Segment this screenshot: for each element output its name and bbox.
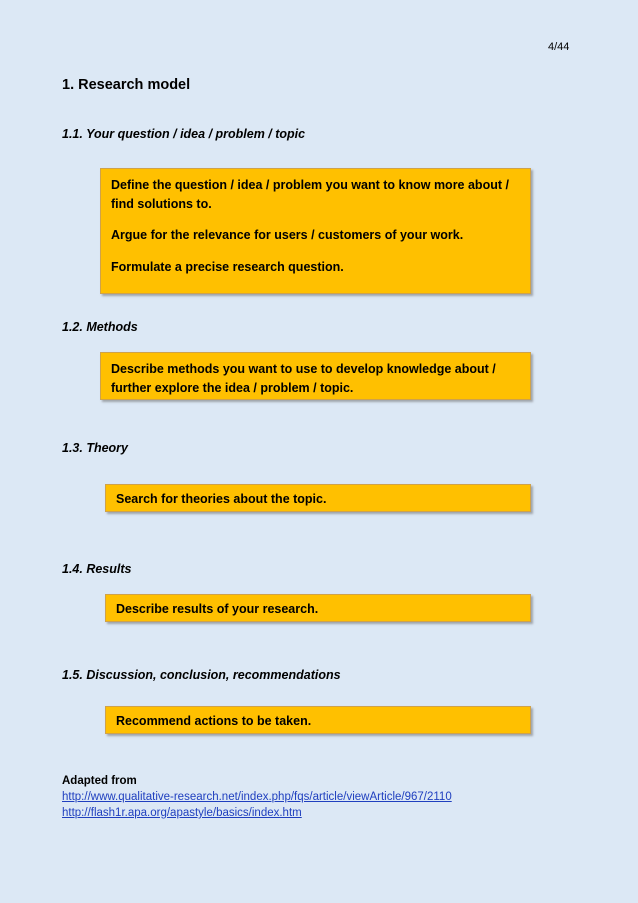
- callout-box-results: [105, 594, 531, 622]
- callout-text: Describe results of your research.: [116, 602, 319, 616]
- section-title-results: 1.4. Results: [62, 562, 132, 576]
- section-title-theory: 1.3. Theory: [62, 441, 128, 455]
- callout-text: Define the question / idea / problem you want to know more about / find solutions to.: [111, 178, 509, 211]
- callout-box-discussion: [105, 706, 531, 734]
- source-link-qualitative-research[interactable]: http://www.qualitative-research.net/index.php/fqs/article/viewArticle/967/2110: [62, 791, 452, 803]
- callout-text: Describe methods you want to use to develop knowledge about / further explore the idea / problem / topic.: [111, 362, 496, 395]
- sources-label: Adapted from: [62, 775, 137, 787]
- callout-box-theory: [105, 484, 531, 512]
- callout-box-question: [100, 168, 531, 294]
- section-title-question: 1.1. Your question / idea / problem / topic: [62, 127, 306, 141]
- callout-text: Recommend actions to be taken.: [116, 714, 312, 728]
- callout-text: Formulate a precise research question.: [111, 259, 344, 274]
- callout-box-methods: [100, 352, 531, 400]
- page-number: 4/44: [548, 41, 570, 53]
- callout-text: Argue for the relevance for users / customers of your work.: [111, 228, 464, 242]
- source-link-apa-style[interactable]: http://flash1r.apa.org/apastyle/basics/index.htm: [62, 807, 302, 819]
- sources-block: [62, 773, 452, 821]
- section-title-discussion: 1.5. Discussion, conclusion, recommendations: [62, 668, 341, 682]
- page-title: 1. Research model: [62, 77, 191, 93]
- section-title-methods: 1.2. Methods: [62, 320, 138, 334]
- callout-text: Search for theories about the topic.: [116, 492, 327, 506]
